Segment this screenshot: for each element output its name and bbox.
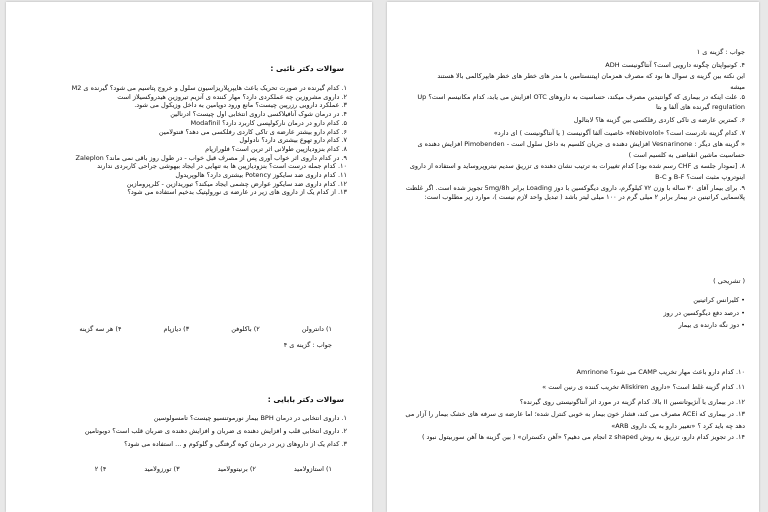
option: ۴) هر سه گزینه xyxy=(79,325,122,333)
section-title-naebi: سوالات دکتر نائبی : xyxy=(270,64,344,73)
page-left xyxy=(6,2,372,512)
question-list-babaei xyxy=(27,412,347,451)
question-line: اینوتروپ مثبت است؟ B-F و B-C xyxy=(655,172,745,181)
question-line: میشه xyxy=(730,82,745,91)
question-line: ۱۱. کدام گزینه غلط است؟ «داروی Aliskiren تخریب کننده ی رنین است » xyxy=(542,383,745,391)
question-line: ۱۴. در تجویز کدام دارو، تزریق به روش z shaped انجام می دهیم؟ «آهن دکستران» ( بین گزینه ها آهن سوربیتول نبود ) xyxy=(421,432,745,441)
question-line: ۱۰. کدام جمله درست است؟ بنزودیازپین ها به تنهایی در ایجاد بیهوشی جراحی کاربردی ندارند xyxy=(97,162,347,171)
question-line: دهد چه باید کرد ؟ «تعییر دارو به یک داروی ARB» xyxy=(611,421,745,430)
question-line: ۱. کدام گیرنده در صورت تحریک باعث هایپرپلاریزاسیون سلول و خروج پتاسیم می شود؟ گیرنده ی M2 xyxy=(71,84,347,92)
question-line: ۸. کدام بنزودیازپین طولانی اثر ترین است؟ فلورازپام xyxy=(205,144,347,153)
question-line: ۱۲. کدام داروی ضد سایکوز عوارض چشمی ایجاد میکند؟ تیوریدازین - کلرپرومازین xyxy=(126,179,347,188)
answer-options xyxy=(95,465,332,473)
option: ۱) استازولامید xyxy=(293,465,332,473)
question-line: ۱۳. در بیماری که ACEi مصرف می کند، فشار خون بیمار به خوبی کنترل شده؛ اما عارضه ی سرفه های خشک بیمار را آزار می xyxy=(405,410,745,418)
question-line: ۱۲. در بیماری با آنژیوتانسین II بالا، کدام گزینه در مورد اثر آنتاگونیستی روی گیرنده؟ xyxy=(519,398,745,406)
question-line: ۶. کدام دارو بیشتر عارضه ی تاکی کاردی رفلکسی می دهد؟ فنتولامین xyxy=(158,127,347,136)
option: ۴) ۲ xyxy=(94,465,107,473)
question-list-bottom xyxy=(400,365,745,441)
question-line: « گزینه های دیگر : Vesnarinone افزایش دهنده ی جریان کلسیم به داخل سلول است - Pimobenden افزایش دهنده ی xyxy=(417,140,745,149)
question-line: ۵. کدام دارو در درمان نارکولپسی کاربرد دارد؟ Modafinil xyxy=(190,118,347,127)
question-line: ۳. کدام یک از داروهای زیر در درمان کوه گرفتگی و گلوکوم و ... استفاده می شود؟ xyxy=(124,440,347,448)
question-line: ۱۳. از کدام یک از داروی های زیر در عارضه ی نورولپتیک بدخیم استفاده می شود؟ xyxy=(127,188,347,197)
question-line: حساسیت ماشین انقباضی به کلسیم است ) xyxy=(628,151,745,160)
question-line: ۱. داروی انتخابی در درمان BPH بیمار نورموتنسیو چیست؟ تامسولوسین xyxy=(153,414,347,422)
option: ۳) دیازپام xyxy=(163,325,190,333)
question-list-naebi xyxy=(27,84,347,197)
question-line: ۴. در درمان شوک آنافیلاکسی داروی انتخابی اول چیست؟ ادرنالین xyxy=(170,110,347,119)
option: ۱) دانترولن xyxy=(301,325,332,333)
question-line: ۹. برای بیمار آقای ۳۰ ساله با وزن ۷۲ کیلوگرم، داروی دیگوکسین با دوز Loading برابر 5mg/8h تجویز شده است. اگر غلظت xyxy=(405,183,745,192)
question-line: ۸. [نمودار جلسه ی CHF رسم شده بود] کدام تغییرات به ترتیب نشان دهنده ی تزریق سدیم نیتروپروساید و استفاده از داروی xyxy=(409,162,745,171)
question-list-top xyxy=(400,46,745,201)
section-title-babaei: سوالات دکتر بابایی : xyxy=(267,395,344,404)
question-line: ۲. داروی مشروزین چه عملکردی دارد؟ مهار کننده ی آنزیم تیروزین هیدروکسیلاز است xyxy=(117,92,347,101)
question-line: ۷. کدام گزینه نادرست است؟ «Nebivolol» خاصیت آلفا آگونیست ( یا آنتاگونیست ) ای دارد» xyxy=(493,129,745,138)
question-line: ۹. در کدام داروی اثر خواب آوری پس از مصرف قبل خواب - در طول روز باقی نمی ماند؟ Zaleplon xyxy=(75,153,347,162)
option: ۲) برنیتوولامید xyxy=(217,465,256,473)
question-line: ۶. کمترین عارضه ی تاکی کاردی رفلکسی بین گزینه ها؟ لابتالول xyxy=(573,116,745,125)
list-item: • دوز نگه دارنده ی بیمار xyxy=(678,321,745,329)
question-line: ۱۱. کدام داروی ضد سایکوز Potency بیشتری دارد؟ هالوپریدول xyxy=(175,171,347,180)
question-line: پلاسمایی کراتینین در بیمار برابر ۲ میلی گرم در ۱۰۰ میلی لیتر باشد ( تبدیل واحد لازم نیست )، موارد زیر مطلوب است: xyxy=(424,192,745,201)
list-item: • درصد دفع دیگوکسین در روز xyxy=(663,308,745,317)
question-line: ۷. کدام دارو تهوع بیشتری دارد؟ نادولول xyxy=(239,136,347,145)
answer-text: جواب : گزینه ی ۴ xyxy=(283,341,332,349)
question-line: ۱۰. کدام دارو باعث مهار تخریب CAMP می شود؟ Amrinone xyxy=(576,368,745,376)
answer-options xyxy=(79,325,332,333)
list-item: • کلیرانس کراتینین xyxy=(693,296,745,304)
answer-text: جواب : گزینه ی ۱ xyxy=(696,48,745,56)
page-right xyxy=(387,2,759,512)
question-line: regulation گیرنده های آلفا و بتا xyxy=(655,103,745,112)
bullet-list xyxy=(663,294,745,332)
question-line: این نکته بین گزینه ی سوال ها بود که مصرف همزمان اپیتنستامین با مدر های خطر های خطر هایپرکالمی بالا هستند xyxy=(437,72,745,80)
question-line: ۲. داروی انتخابی قلب و افزایش دهنده ی ضربان و افزایش دهنده ی ضربان قلب است؟ دوبوتامین xyxy=(84,427,347,435)
question-line: ۳. عملکرد دارویی رزرپین چیست؟ مانع ورود دوپامین به داخل وزیکول می شود. xyxy=(134,101,347,110)
option: ۲) باکلوفن xyxy=(231,325,260,333)
question-line: ۴. کونیواپتان چگونه دارویی است؟ آنتاگونیست ADH xyxy=(605,61,745,69)
question-line: ۵. علت اینکه در بیماری که گوانتیدین مصرف میکند، حساسیت به داروهای OTC افزایش می یابد، کدام مکانیسم است؟ Up xyxy=(417,92,745,101)
option: ۳) تورزولامید xyxy=(144,465,180,473)
essay-label: ( تشریحی ) xyxy=(713,277,745,285)
